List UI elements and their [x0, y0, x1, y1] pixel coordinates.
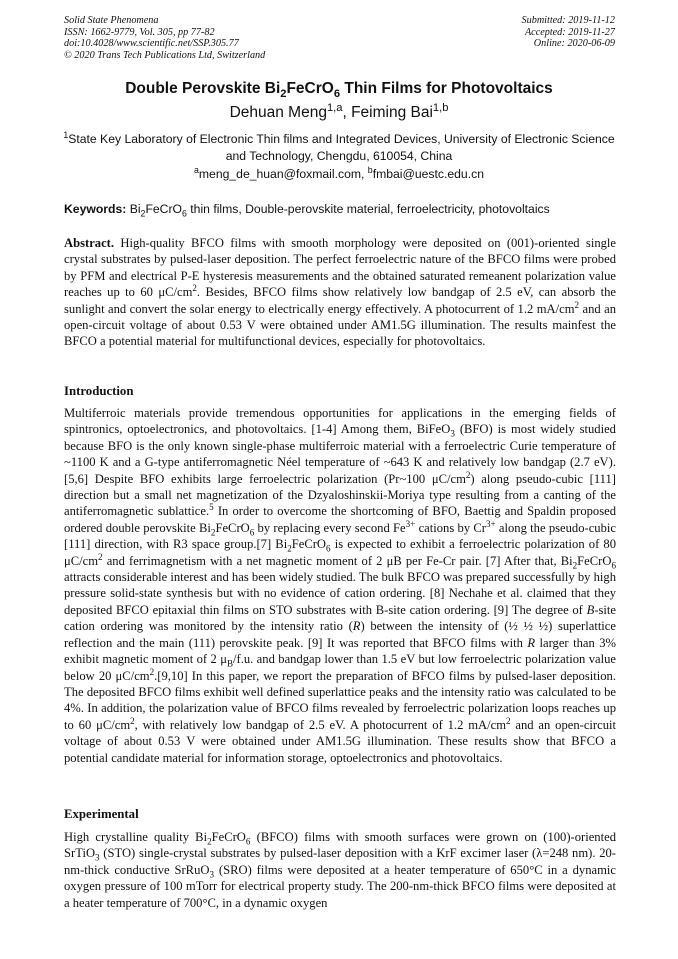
copyright: © 2020 Trans Tech Publications Ltd, Switzerland: [64, 49, 266, 61]
email-link[interactable]: fmbai@uestc.edu.cn: [372, 167, 484, 181]
keywords: Keywords: $Bi_2FeCrO_6$ thin films, Double-perovskite material, ferroelectricity, photovoltaics: [64, 202, 550, 219]
keywords-label: Keywords:: [64, 202, 127, 216]
author-list: Dehuan Meng$^{1,a}$, Feiming Bai$^{1,b}$: [229, 101, 449, 121]
author-emails: $^a$meng_de_huan@foxmail.com, $^b$fmbai@uestc.edu.cn: [194, 164, 484, 181]
introduction-paragraph: Multiferroic materials provide tremendous opportunities for applications in the emerging fields of spintronics, optoelectronics, and photovoltaics. [1-4] Among them, BiFeO$_3$ (BFO) is most widely studied because BFO is the only known single-phase multiferroic material with a ferroelectric Curie temperature of ~1100 K and a G-type antiferromagnetic Néel temperature of ~643 K and relatively low bandgap (2.7 eV). [5,6] Despite BFO exhibits large ferroelectric polarization (Pr~100 $\mu C/cm^2$) along pseudo-cubic [111] direction but a small net magnetization of the Dzyaloshinskii-Moriya type resulting from a canting of the antiferromagnetic sublattice.$^5$ In order to overcome the shortcoming of BFO, Baettig and Spaldin proposed ordered double perovskite $Bi_2FeCrO_6$ by replacing every second $Fe^{3+}$ cations by $Cr^{3+}$ along the pseudo-cubic [111] direction, with R3 space group.[7] $Bi_2FeCrO_6$ is expected to exhibit a ferroelectric polarization of 80 $\mu C/cm^2$ and ferrimagnetism with a net magnetic moment of 2 μB per Fe-Cr pair. [7] After that, $Bi_2FeCrO_6$ attracts considerable interest and has been widely studied. The bulk BFCO was prepared successfully by high pressure solid-state synthesis but with no evidence of cation ordering. [8] Nechahe et al. claimed that they deposited BFCO epitaxial thin films on STO substrates with B-site cation ordering. [9] The degree of B-site cation ordering was monitored by the intensity ratio (R) between the intensity of (½ ½ ½) superlattice reflection and the main (111) perovskite peak. [9] It was reported that BFCO films with R larger than 3% exhibit magnetic moment of 2 $\mu_B/f.u$. and bandgap lower than 1.5 eV but low ferroelectric polarization value below 20 $\mu C/cm^2.[9,10]$ In this paper, we report the preparation of BFCO films by pulsed-laser deposition. The deposited BFCO films exhibit well defined superlattice peaks and the intensity ratio was calculated to be 4%. In addition, the polarization value of BFCO films revealed by ferroelectric polarization loops reaches up to 60 $\mu C/cm^2$, with relatively low bandgap of 2.5 eV. A photocurrent of 1.2 $mA/cm^2$ and an open-circuit voltage of about 0.53 V were obtained under AM1.5G illumination. These results show that BFCO a potential candidate material for information storage, optoelectronics and photovoltaics.: [64, 406, 616, 765]
affiliation: $^1$State Key Laboratory of Electronic Thin films and Integrated Devices, University of Electronic Science and Technology, Chengdu, 610054, China: [63, 129, 615, 163]
author-name: Dehuan Meng: [229, 104, 327, 121]
online-date: Online: 2020-06-09: [533, 38, 615, 50]
experimental-paragraph: High crystalline quality $Bi_2FeCrO_6$ (BFCO) films with smooth surfaces were grown on (100)-oriented SrTiO$_3$ (STO) single-crystal substrates by pulsed-laser deposition with a KrF excimer laser (λ=248 nm). 20-nm-thick conductive SrRuO$_3$ (SRO) films were deposited at a heater temperature of 650°C in a dynamic oxygen pressure of 100 mTorr for electrical property study. The 200-nm-thick BFCO films were deposited at a heater temperature of 700°C, in a dynamic oxygen: [64, 830, 617, 910]
author-name: Feiming Bai: [351, 104, 433, 121]
doi[interactable]: doi:10.4028/www.scientific.net/SSP.305.77: [64, 38, 239, 50]
submitted-date: Submitted: 2019-11-12: [521, 15, 615, 26]
accepted-date: Accepted: 2019-11-27: [524, 26, 615, 38]
abstract-label: Abstract.: [64, 236, 115, 250]
journal-info: [64, 15, 265, 61]
journal-name: Solid State Phenomena: [64, 15, 159, 26]
email-link[interactable]: meng_de_huan@foxmail.com: [198, 167, 362, 181]
issn-volume: ISSN: 1662-9779, Vol. 305, pp 77-82: [64, 26, 215, 38]
submission-dates: [522, 15, 615, 50]
section-heading-introduction: Introduction: [64, 384, 134, 398]
paper-title: Double Perovskite $Bi_2FeCrO_6$ Thin Films for Photovoltaics: [125, 80, 553, 101]
section-heading-experimental: Experimental: [64, 807, 139, 821]
abstract: Abstract. High-quality BFCO films with smooth morphology were deposited on (001)-oriented single crystal substrates by pulsed-laser deposition. The perfect ferroelectric nature of the BFCO films were probed by PFM and electrical P-E hysteresis measurements and the obtained saturated remeanent polarization value reaches up to 60 $\mu C/cm^2$. Besides, BFCO films show relatively low bandgap of 2.5 eV, can absorb the sunlight and convert the solar energy to electrically energy effectively. A photocurrent of 1.2 $mA/cm^2$ and an open-circuit voltage of about 0.53 V were obtained under AM1.5G illumination. The results mainfest the BFCO a potential material for multifunctional devices, especially for photovoltaics.: [64, 236, 616, 349]
